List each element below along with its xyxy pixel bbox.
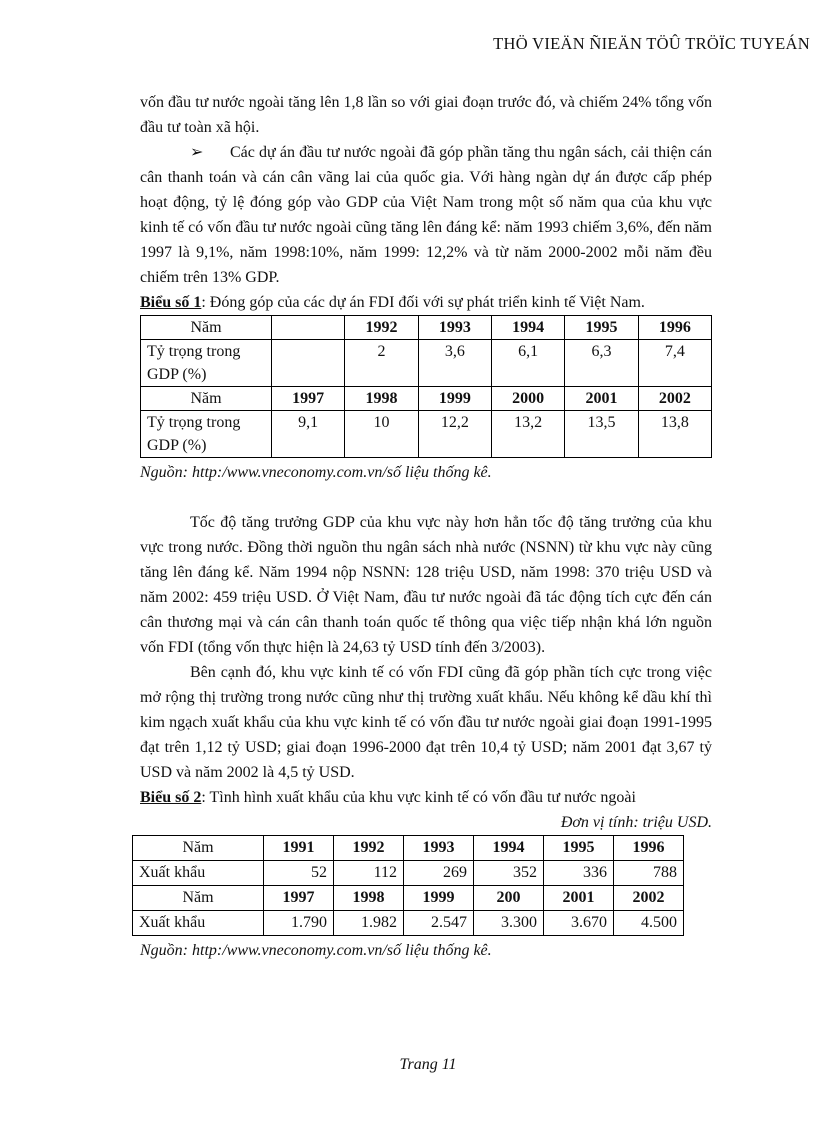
table-cell: 10 xyxy=(345,411,418,458)
paragraph-3: Tốc độ tăng trưởng GDP của khu vực này hơn hẳn tốc độ tăng trưởng của khu vực trong nước. Đồng thời nguồn thu ngân sách nhà nước (NSNN) từ khu vực này cũng tăng lên đáng kể. Năm 1994 nộp NSNN: 128 triệu USD, năm 1998: 370 triệu USD và năm 2002: 459 triệu USD. Ở Việt Nam, đầu tư nước ngoài đã tác động tích cực đến cán cân thương mại và cán cân thanh toán quốc tế thông qua việc tiếp nhận khá lớn nguồn vốn FDI (tổng vốn thực hiện là 24,63 tỷ USD tính đến 3/2003). xyxy=(140,514,712,656)
table-cell: 1993 xyxy=(404,836,474,861)
table-row-label: Năm xyxy=(133,836,264,861)
table-cell: 1.982 xyxy=(334,911,404,936)
table-cell: 1996 xyxy=(638,316,711,340)
table-cell: 1999 xyxy=(404,886,474,911)
table-cell: 1992 xyxy=(334,836,404,861)
paragraph-1: vốn đầu tư nước ngoài tăng lên 1,8 lần so với giai đoạn trước đó, và chiếm 24% tổng vốn đầu tư toàn xã hội. xyxy=(140,94,712,136)
table-cell: 1993 xyxy=(418,316,491,340)
table-cell: 1994 xyxy=(474,836,544,861)
table-row xyxy=(141,411,712,458)
table-cell: 1992 xyxy=(345,316,418,340)
table-cell: 269 xyxy=(404,861,474,886)
table-cell: 6,3 xyxy=(565,340,638,387)
table-row xyxy=(133,886,684,911)
table-cell: 200 xyxy=(474,886,544,911)
table-cell: 1991 xyxy=(264,836,334,861)
table-cell xyxy=(272,340,345,387)
table-cell: 1999 xyxy=(418,387,491,411)
table-cell: 12,2 xyxy=(418,411,491,458)
table-cell: 13,8 xyxy=(638,411,711,458)
table-fdi-exports xyxy=(132,835,684,936)
table-cell: 13,2 xyxy=(491,411,564,458)
table-cell: 7,4 xyxy=(638,340,711,387)
table-cell: 112 xyxy=(334,861,404,886)
table2-caption xyxy=(140,785,712,810)
table-row xyxy=(141,387,712,411)
bullet-arrow-icon: ➢ xyxy=(190,144,204,161)
table-cell: 2000 xyxy=(491,387,564,411)
table-cell: 1996 xyxy=(614,836,684,861)
table-cell: 13,5 xyxy=(565,411,638,458)
table-cell: 1994 xyxy=(491,316,564,340)
table-cell: 2001 xyxy=(544,886,614,911)
table-cell: 3.300 xyxy=(474,911,544,936)
table-row xyxy=(133,836,684,861)
table-row-label: Xuất khẩu xyxy=(133,911,264,936)
table1-caption-text: : Đóng góp của các dự án FDI đối với sự phát triển kinh tế Việt Nam. xyxy=(201,294,645,311)
table-cell: 1997 xyxy=(272,387,345,411)
table-row xyxy=(133,911,684,936)
table-row-label: Tỷ trọng trong GDP (%) xyxy=(141,411,272,458)
paragraph-2 xyxy=(140,140,712,290)
table-cell: 1995 xyxy=(544,836,614,861)
table-row-label: Năm xyxy=(141,387,272,411)
table-row xyxy=(141,316,712,340)
table1-caption xyxy=(140,290,712,315)
table-cell: 3.670 xyxy=(544,911,614,936)
table-row-label: Tỷ trọng trong GDP (%) xyxy=(141,340,272,387)
table-cell: 1997 xyxy=(264,886,334,911)
paragraph-2-text: Các dự án đầu tư nước ngoài đã góp phần tăng thu ngân sách, cải thiện cán cân thanh toán và cán cân vãng lai của quốc gia. Với hàng ngàn dự án được cấp phép hoạt động, tỷ lệ đóng góp vào GDP của Việt Nam trong một số năm qua của khu vực kinh tế có vốn đầu tư nước ngoài cũng tăng lên đáng kể: năm 1993 chiếm 3,6%, đến năm 1997 là 9,1%, năm 1998:10%, năm 1999: 12,2% và từ năm 2000-2002 mỗi năm đều chiếm trên 13% GDP. xyxy=(140,144,712,286)
table-cell: 2002 xyxy=(614,886,684,911)
table-cell: 6,1 xyxy=(491,340,564,387)
table-row-label: Năm xyxy=(141,316,272,340)
table-cell: 9,1 xyxy=(272,411,345,458)
page-header: THÖ VIEÄN ÑIEÄN TÖÛ TRÖÏC TUYEÁN xyxy=(493,34,810,53)
table2-caption-text: : Tình hình xuất khẩu của khu vực kinh tế có vốn đầu tư nước ngoài xyxy=(201,789,636,806)
table-row xyxy=(141,340,712,387)
table2-unit: Đơn vị tính: triệu USD. xyxy=(560,814,712,831)
table2-source: Nguồn: http:/www.vneconomy.com.vn/số liệu thống kê. xyxy=(140,942,492,959)
page-number: Trang 11 xyxy=(399,1056,457,1073)
table-cell: 788 xyxy=(614,861,684,886)
table-cell: 1998 xyxy=(345,387,418,411)
paragraph-4: Bên cạnh đó, khu vực kinh tế có vốn FDI cũng đã góp phần tích cực trong việc mở rộng thị trường trong nước cũng như thị trường xuất khẩu. Nếu không kể dầu khí thì kim ngạch xuất khẩu của khu vực kinh tế có vốn đầu tư nước ngoài giai đoạn 1991-1995 đạt trên 1,12 tỷ USD; giai đoạn 1996-2000 đạt trên 10,4 tỷ USD; năm 2001 đạt 3,67 tỷ USD và năm 2002 là 4,5 tỷ USD. xyxy=(140,664,712,781)
table-cell: 352 xyxy=(474,861,544,886)
table-cell: 1.790 xyxy=(264,911,334,936)
table-cell: 1998 xyxy=(334,886,404,911)
table1-source: Nguồn: http:/www.vneconomy.com.vn/số liệu thống kê. xyxy=(140,464,492,481)
table-cell: 2001 xyxy=(565,387,638,411)
table1-caption-label: Biểu số 1 xyxy=(140,294,202,311)
table-cell: 2.547 xyxy=(404,911,474,936)
table-cell: 2 xyxy=(345,340,418,387)
table-row-label: Năm xyxy=(133,886,264,911)
document-body xyxy=(140,90,712,963)
table2-caption-label: Biểu số 2 xyxy=(140,789,202,806)
table-cell: 4.500 xyxy=(614,911,684,936)
table-row-label: Xuất khẩu xyxy=(133,861,264,886)
table-cell xyxy=(272,316,345,340)
table-cell: 52 xyxy=(264,861,334,886)
table-cell: 1995 xyxy=(565,316,638,340)
table-cell: 3,6 xyxy=(418,340,491,387)
spacer xyxy=(140,485,712,510)
table-cell: 336 xyxy=(544,861,614,886)
table-gdp-share xyxy=(140,315,712,458)
table-row xyxy=(133,861,684,886)
table-cell: 2002 xyxy=(638,387,711,411)
